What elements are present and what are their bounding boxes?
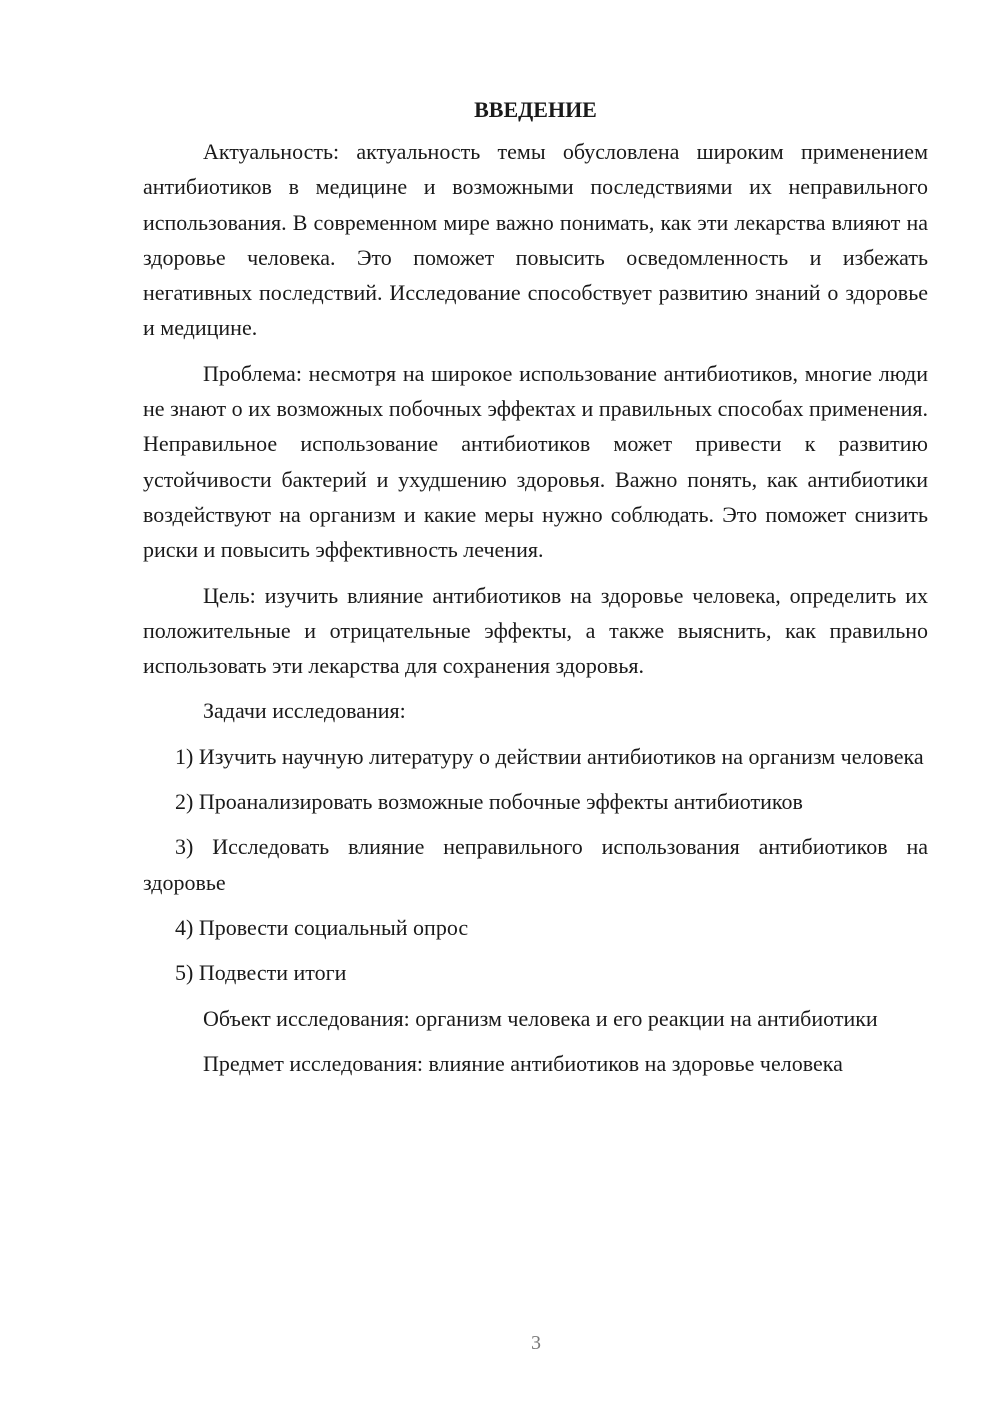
paragraph-object: Объект исследования: организм человека и его реакции на антибиотики — [203, 1005, 878, 1031]
document-page — [143, 92, 928, 1091]
list-item: 3) Исследовать влияние неправильного использования антибиотиков на здоровье — [143, 834, 928, 895]
paragraph-relevance: Актуальность: актуальность темы обусловлена широким применением антибиотиков в медицине и возможными последствиями их неправильного использования. В современном мире важно понимать, как эти лекарства влияют на здоровье человека. Это поможет повысить осведомленность и избежать негативных последствий. Исследование способствует развитию знаний о здоровье и медицине. — [143, 139, 928, 341]
tasks-list — [143, 739, 928, 991]
list-item: 2) Проанализировать возможные побочные эффекты антибиотиков — [175, 789, 803, 815]
paragraph-subject: Предмет исследования: влияние антибиотиков на здоровье человека — [203, 1050, 843, 1076]
tasks-heading: Задачи исследования: — [203, 698, 406, 724]
paragraph-goal: Цель: изучить влияние антибиотиков на здоровье человека, определить их положительные и отрицательные эффекты, а также выяснить, как правильно использовать эти лекарства для сохранения здоровья. — [143, 582, 928, 679]
list-item: 1) Изучить научную литературу о действии антибиотиков на организм человека — [175, 743, 924, 769]
paragraph-problem: Проблема: несмотря на широкое использование антибиотиков, многие люди не знают о их возможных побочных эффектах и правильных способах применения. Неправильное использование антибиотиков может привести к развитию устойчивости бактерий и ухудшению здоровья. Важно понять, как антибиотики воздействуют на организм и какие меры нужно соблюдать. Это поможет снизить риски и повысить эффективность лечения. — [143, 360, 928, 563]
page-number: 3 — [531, 1332, 541, 1354]
list-item: 4) Провести социальный опрос — [175, 914, 469, 940]
document-title: ВВЕДЕНИЕ — [474, 97, 597, 122]
list-item: 5) Подвести итоги — [175, 960, 347, 986]
